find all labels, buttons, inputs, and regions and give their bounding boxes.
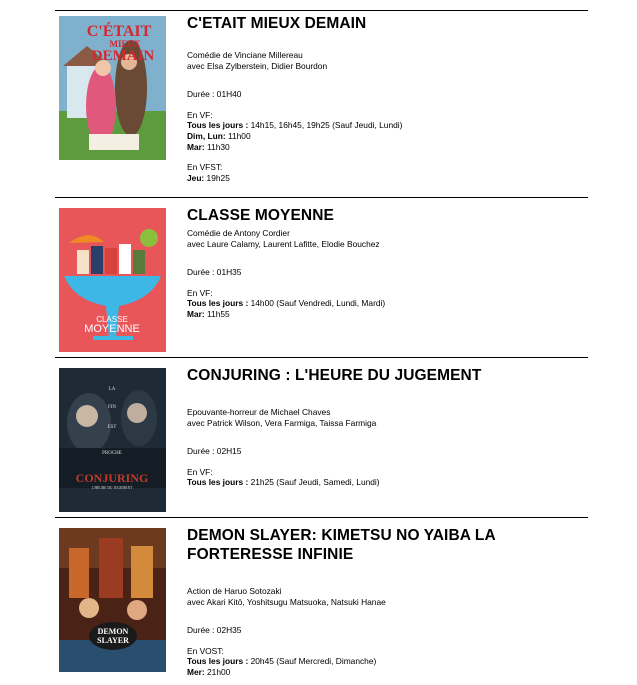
film-cast: avec Akari Kitō, Yoshitsugu Matsuoka, Natsuki Hanae	[187, 596, 386, 607]
session-line	[187, 131, 588, 142]
session-days-label: Tous les jours :	[187, 477, 249, 488]
session-line	[187, 298, 588, 309]
session-days-label: Mar:	[187, 308, 205, 319]
movie-poster[interactable]	[59, 528, 166, 672]
film-info	[187, 14, 588, 183]
film-duration: Durée : 01H35	[187, 267, 242, 278]
film-duration: Durée : 02H35	[187, 625, 242, 636]
film-cast: avec Patrick Wilson, Vera Farmiga, Taissa Farmiga	[187, 417, 377, 428]
session-line	[187, 120, 588, 131]
movie-poster[interactable]	[59, 208, 166, 352]
film-title[interactable]: CONJURING : L'HEURE DU JUGEMENT	[187, 367, 482, 384]
session-line	[187, 477, 588, 488]
session-days-label: Tous les jours :	[187, 656, 249, 667]
poster-title-line: CLASSE	[96, 315, 128, 324]
film-cast: avec Laure Calamy, Laurent Lafitte, Elodie Bouchez	[187, 238, 380, 249]
film-title[interactable]: DEMON SLAYER: KIMETSU NO YAIBA LA FORTERESSE INFINIE	[187, 527, 496, 563]
film-title[interactable]: C'ETAIT MIEUX DEMAIN	[187, 15, 367, 32]
session-version: En VF:	[187, 287, 213, 298]
film-cast: avec Elsa Zylberstein, Didier Bourdon	[187, 60, 328, 71]
session-days-label: Dim, Lun:	[187, 130, 226, 141]
session-days-label: Tous les jours :	[187, 120, 249, 131]
session-times: 19h25	[204, 172, 230, 183]
poster-title-line: SLAYER	[97, 636, 129, 645]
film-duration: Durée : 01H40	[187, 89, 242, 100]
poster-tagline-word: LA	[108, 387, 116, 392]
session-line	[187, 309, 588, 320]
session-days-label: Mer:	[187, 666, 205, 677]
session-days-label: Tous les jours :	[187, 298, 249, 309]
poster-title-line: CONJURING	[75, 471, 149, 485]
poster-title-line: C'ÉTAIT	[86, 23, 152, 40]
session-times: 14h00 (Sauf Vendredi, Lundi, Mardi)	[248, 298, 386, 309]
session-times: 14h15, 16h45, 19h25 (Sauf Jeudi, Lundi)	[248, 120, 403, 131]
movie-poster[interactable]	[59, 368, 166, 512]
film-title[interactable]: CLASSE MOYENNE	[187, 207, 334, 224]
poster-tagline-word: FIN	[107, 405, 117, 410]
film-genre-director: Comédie de Antony Cordier	[187, 228, 290, 238]
film-entry	[55, 10, 588, 199]
film-genre-director: Epouvante-horreur de Michael Chaves	[187, 407, 331, 417]
film-entry	[55, 517, 588, 685]
film-entry	[55, 197, 588, 358]
session-days-label: Mar:	[187, 141, 205, 152]
session-line	[187, 667, 588, 678]
film-info	[187, 206, 588, 320]
session-version: En VF:	[187, 466, 213, 477]
film-genre-director: Action de Haruo Sotozaki	[187, 586, 282, 596]
session-times: 11h00	[225, 130, 251, 141]
session-line	[187, 142, 588, 153]
film-duration: Durée : 02H15	[187, 446, 242, 457]
film-entry	[55, 357, 588, 518]
session-times: 20h45 (Sauf Mercredi, Dimanche)	[248, 656, 377, 667]
poster-tagline-word: PROCHE	[102, 451, 122, 456]
session-times: 21h00	[204, 666, 231, 677]
poster-title-line: MIEUX	[109, 39, 141, 49]
film-info	[187, 366, 588, 488]
session-days-label: Jeu:	[187, 172, 205, 183]
session-times: 21h25 (Sauf Jeudi, Samedi, Lundi)	[248, 477, 380, 488]
session-times: 11h55	[204, 308, 230, 319]
poster-title-line: DEMON	[97, 627, 129, 636]
poster-tagline-word: EST	[107, 425, 117, 430]
session-line	[187, 173, 588, 184]
session-version: En VF:	[187, 109, 213, 120]
session-times: 11h30	[204, 141, 230, 152]
session-version: En VOST:	[187, 645, 224, 656]
poster-title-line: MOYENNE	[84, 323, 140, 335]
film-info	[187, 526, 588, 678]
movie-poster[interactable]	[59, 16, 166, 160]
poster-title-line: L'HEURE DU JUGEMENT	[91, 486, 133, 490]
session-line	[187, 656, 588, 667]
film-genre-director: Comédie de Vinciane Millereau	[187, 50, 303, 60]
poster-title-line: DEMAIN	[91, 48, 155, 64]
session-version: En VFST:	[187, 162, 223, 173]
